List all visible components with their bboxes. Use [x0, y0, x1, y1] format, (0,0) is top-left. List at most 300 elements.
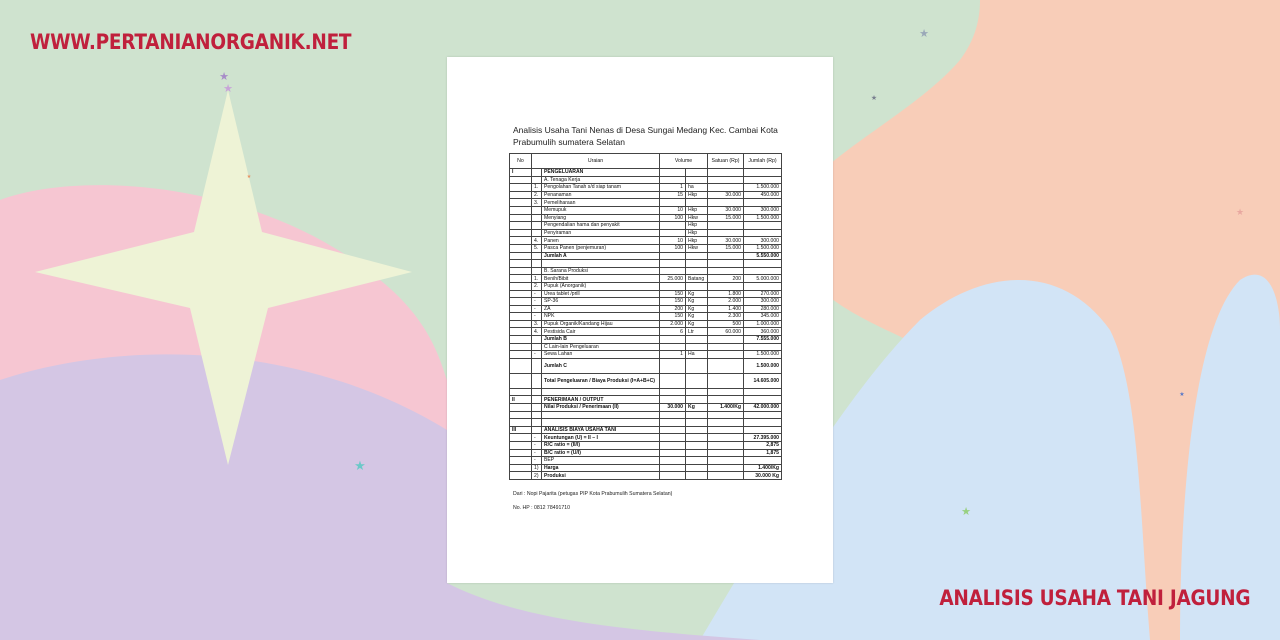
table-row [510, 305, 782, 313]
table-cell-b: BEP [542, 457, 660, 465]
table-cell-j [744, 411, 782, 419]
table-cell-b: SP-36 [542, 298, 660, 306]
table-cell-j: 280.000 [744, 305, 782, 313]
table-cell-v1 [660, 472, 686, 480]
table-cell-v2 [686, 449, 708, 457]
table-cell-no [510, 313, 532, 321]
table-cell-v2 [686, 472, 708, 480]
table-cell-v1 [660, 229, 686, 237]
table-cell-v1 [660, 434, 686, 442]
table-cell-j [744, 457, 782, 465]
table-cell-a: 2. [532, 191, 542, 199]
table-cell-no [510, 229, 532, 237]
table-cell-v2: Kg [686, 320, 708, 328]
table-header-cell: No [510, 154, 532, 169]
phone-note: No. HP : 0812 78491710 [513, 505, 571, 511]
table-row [510, 449, 782, 457]
table-cell-j [744, 260, 782, 268]
table-cell-b: Menyiang [542, 214, 660, 222]
table-cell-no [510, 206, 532, 214]
table-row [510, 298, 782, 306]
table-cell-s: 1.800 [708, 290, 744, 298]
table-row [510, 457, 782, 465]
table-row [510, 434, 782, 442]
table-cell-a: - [532, 434, 542, 442]
table-cell-s: 200 [708, 275, 744, 283]
table-row [510, 396, 782, 404]
table-cell-b: B/C ratio = (U/I) [542, 449, 660, 457]
analysis-table [509, 153, 782, 480]
table-cell-v2 [686, 336, 708, 344]
table-cell-a [532, 169, 542, 177]
table-cell-a [532, 388, 542, 396]
table-cell-j [744, 343, 782, 351]
table-cell-b: Pemeliharaan [542, 199, 660, 207]
table-cell-b: Panen [542, 237, 660, 245]
table-cell-s: 500 [708, 320, 744, 328]
table-cell-j: 300.000 [744, 237, 782, 245]
table-cell-v2 [686, 252, 708, 260]
table-cell-j: 1.500.000 [744, 184, 782, 192]
table-cell-v2 [686, 199, 708, 207]
table-cell-b: Produksi [542, 472, 660, 480]
table-cell-a: - [532, 305, 542, 313]
table-cell-s: 30.000 [708, 191, 744, 199]
table-cell-v1 [660, 373, 686, 388]
star-icon: ★ [219, 71, 229, 83]
table-header-cell: Satuan (Rp) [708, 154, 744, 169]
table-cell-j: 1,875 [744, 449, 782, 457]
table-cell-v2: Ltr [686, 328, 708, 336]
table-cell-s: 1.400 [708, 305, 744, 313]
table-cell-s [708, 426, 744, 434]
table-cell-s [708, 434, 744, 442]
table-cell-no [510, 351, 532, 359]
table-cell-s [708, 442, 744, 450]
table-cell-s [708, 184, 744, 192]
table-cell-s: 2.300 [708, 313, 744, 321]
table-row [510, 222, 782, 230]
table-row [510, 472, 782, 480]
table-cell-no [510, 388, 532, 396]
table-row [510, 419, 782, 427]
table-cell-a: 1. [532, 275, 542, 283]
star-icon: ★ [961, 506, 971, 518]
table-cell-no [510, 358, 532, 373]
table-cell-s [708, 260, 744, 268]
table-cell-no [510, 373, 532, 388]
table-cell-v1: 10 [660, 206, 686, 214]
table-cell-v2 [686, 434, 708, 442]
table-cell-a: - [532, 457, 542, 465]
table-cell-s [708, 396, 744, 404]
table-cell-s [708, 229, 744, 237]
table-cell-j: 1.500.000 [744, 351, 782, 359]
table-cell-s [708, 252, 744, 260]
table-row [510, 336, 782, 344]
table-cell-a [532, 419, 542, 427]
table-cell-j [744, 426, 782, 434]
table-cell-v1 [660, 222, 686, 230]
table-row [510, 426, 782, 434]
table-cell-s [708, 419, 744, 427]
table-cell-a: 4. [532, 237, 542, 245]
table-cell-b: A. Tenaga Kerja [542, 176, 660, 184]
table-cell-v1 [660, 199, 686, 207]
table-cell-no: I [510, 169, 532, 177]
table-cell-v1 [660, 419, 686, 427]
table-cell-a: 3. [532, 320, 542, 328]
table-row [510, 351, 782, 359]
table-cell-s [708, 373, 744, 388]
table-cell-j: 450.000 [744, 191, 782, 199]
table-cell-v2: ha [686, 184, 708, 192]
table-cell-s [708, 464, 744, 472]
table-cell-b: Pengolahan Tanah s/d siap tanam [542, 184, 660, 192]
table-cell-v2 [686, 419, 708, 427]
table-cell-no [510, 442, 532, 450]
table-cell-j: 1.500.000 [744, 244, 782, 252]
table-row [510, 464, 782, 472]
table-cell-v1: 150 [660, 298, 686, 306]
table-cell-s [708, 449, 744, 457]
table-cell-no [510, 411, 532, 419]
table-cell-v2: Hkp [686, 191, 708, 199]
document-page [447, 57, 833, 583]
table-cell-no [510, 464, 532, 472]
table-row [510, 267, 782, 275]
table-cell-v1: 100 [660, 214, 686, 222]
table-header-cell: Uraian [532, 154, 660, 169]
table-cell-a: 1. [532, 184, 542, 192]
table-row [510, 252, 782, 260]
table-row [510, 199, 782, 207]
table-cell-b: ZA [542, 305, 660, 313]
table-cell-j [744, 169, 782, 177]
site-url[interactable]: WWW.PERTANIANORGANIK.NET [30, 30, 352, 54]
table-cell-no [510, 176, 532, 184]
table-cell-v2: Ha [686, 351, 708, 359]
table-cell-j [744, 222, 782, 230]
table-cell-a: 1) [532, 464, 542, 472]
table-cell-s [708, 351, 744, 359]
table-cell-s [708, 388, 744, 396]
table-cell-j: 1.400/Kg [744, 464, 782, 472]
table-cell-j: 5.000.000 [744, 275, 782, 283]
table-cell-v1 [660, 267, 686, 275]
table-cell-a [532, 267, 542, 275]
table-cell-no [510, 282, 532, 290]
table-cell-a [532, 426, 542, 434]
table-cell-j: 360.000 [744, 328, 782, 336]
table-row [510, 229, 782, 237]
table-cell-v2 [686, 343, 708, 351]
table-cell-j [744, 267, 782, 275]
table-cell-v2 [686, 358, 708, 373]
table-cell-a [532, 411, 542, 419]
table-cell-v2 [686, 464, 708, 472]
table-cell-s: 30.000 [708, 237, 744, 245]
table-cell-b: Harga [542, 464, 660, 472]
table-cell-b [542, 411, 660, 419]
table-cell-v1 [660, 169, 686, 177]
table-row [510, 388, 782, 396]
table-cell-v1: 15 [660, 191, 686, 199]
table-row [510, 320, 782, 328]
table-cell-v1 [660, 343, 686, 351]
table-cell-no [510, 199, 532, 207]
table-cell-b: C Lain-lain Pengeluaran [542, 343, 660, 351]
table-cell-no [510, 320, 532, 328]
table-row [510, 260, 782, 268]
table-cell-v1 [660, 252, 686, 260]
table-row [510, 328, 782, 336]
table-row [510, 313, 782, 321]
table-cell-a: 2) [532, 472, 542, 480]
table-row [510, 290, 782, 298]
table-cell-v2: Kg [686, 313, 708, 321]
table-cell-v1 [660, 176, 686, 184]
table-cell-s [708, 199, 744, 207]
table-cell-a [532, 222, 542, 230]
table-cell-b: Pengendalian hama dan penyakit [542, 222, 660, 230]
table-cell-v1 [660, 336, 686, 344]
table-cell-v1: 1 [660, 184, 686, 192]
table-cell-b: ANALISIS BIAYA USAHA TANI [542, 426, 660, 434]
table-cell-no [510, 472, 532, 480]
table-cell-v2: Kg [686, 404, 708, 412]
table-cell-no [510, 252, 532, 260]
table-row [510, 275, 782, 283]
table-cell-no [510, 290, 532, 298]
table-cell-s [708, 222, 744, 230]
table-cell-v2 [686, 411, 708, 419]
table-cell-v1 [660, 464, 686, 472]
table-cell-v2 [686, 388, 708, 396]
table-cell-v2 [686, 267, 708, 275]
table-cell-v1 [660, 426, 686, 434]
table-cell-no [510, 404, 532, 412]
table-cell-b: Benih/Bibit [542, 275, 660, 283]
table-cell-j: 345.000 [744, 313, 782, 321]
table-cell-v2 [686, 457, 708, 465]
table-cell-j: 300.000 [744, 206, 782, 214]
table-cell-b: Pupuk Organik/Kandang Hijau [542, 320, 660, 328]
table-cell-b: Pupuk (Anorganik) [542, 282, 660, 290]
table-cell-s: 15.000 [708, 244, 744, 252]
table-cell-j: 7.555.000 [744, 336, 782, 344]
table-cell-v1: 25.000 [660, 275, 686, 283]
table-cell-a [532, 176, 542, 184]
table-cell-s [708, 336, 744, 344]
table-row [510, 282, 782, 290]
table-row [510, 244, 782, 252]
table-cell-v2: Kg [686, 290, 708, 298]
table-cell-v1: 150 [660, 313, 686, 321]
table-cell-no [510, 449, 532, 457]
table-cell-b: Pasca Panen (penjemuran) [542, 244, 660, 252]
table-cell-v2 [686, 176, 708, 184]
table-cell-s [708, 282, 744, 290]
table-cell-a [532, 336, 542, 344]
table-cell-b: Penanaman [542, 191, 660, 199]
table-row [510, 206, 782, 214]
table-cell-no [510, 328, 532, 336]
table-cell-v1 [660, 388, 686, 396]
table-cell-v2 [686, 282, 708, 290]
table-cell-a: 4. [532, 328, 542, 336]
table-cell-a [532, 214, 542, 222]
table-cell-v2 [686, 442, 708, 450]
table-row [510, 404, 782, 412]
table-header-cell: Volume [660, 154, 708, 169]
table-cell-b [542, 260, 660, 268]
table-cell-v1: 100 [660, 244, 686, 252]
page-title: ANALISIS USAHA TANI JAGUNG [939, 586, 1250, 610]
table-cell-v1 [660, 449, 686, 457]
table-cell-j: 5.550.000 [744, 252, 782, 260]
table-header-row [510, 154, 782, 169]
table-cell-s [708, 472, 744, 480]
table-cell-a: - [532, 351, 542, 359]
table-row [510, 169, 782, 177]
table-row [510, 358, 782, 373]
table-cell-j [744, 229, 782, 237]
table-cell-v1: 6 [660, 328, 686, 336]
table-cell-b: Penyiraman [542, 229, 660, 237]
table-cell-a: 2. [532, 282, 542, 290]
star-icon: ★ [919, 28, 929, 40]
table-cell-no [510, 267, 532, 275]
table-cell-j: 14.605.000 [744, 373, 782, 388]
table-cell-v2 [686, 396, 708, 404]
table-cell-j [744, 199, 782, 207]
table-cell-b [542, 419, 660, 427]
table-cell-b: Nilai Produksi / Penerimaan (II) [542, 404, 660, 412]
table-cell-j: 42.000.000 [744, 404, 782, 412]
table-cell-v1 [660, 411, 686, 419]
table-cell-no [510, 457, 532, 465]
table-row [510, 191, 782, 199]
table-row [510, 237, 782, 245]
table-cell-v1 [660, 457, 686, 465]
star-icon: ★ [870, 95, 878, 102]
table-cell-no [510, 298, 532, 306]
table-cell-v2: Hkp [686, 229, 708, 237]
table-cell-a: 3. [532, 199, 542, 207]
table-cell-s [708, 411, 744, 419]
table-cell-b: PENGELUARAN [542, 169, 660, 177]
table-cell-s [708, 267, 744, 275]
document-title: Analisis Usaha Tani Nenas di Desa Sungai Medang Kec. Cambai Kota Prabumulih sumatera Selatan [513, 125, 778, 147]
table-cell-a [532, 404, 542, 412]
table-cell-no [510, 305, 532, 313]
table-cell-no [510, 237, 532, 245]
table-row [510, 176, 782, 184]
table-cell-v1: 10 [660, 237, 686, 245]
table-cell-j: 2,875 [744, 442, 782, 450]
table-row [510, 442, 782, 450]
table-cell-b: Jumlah B [542, 336, 660, 344]
table-cell-a [532, 229, 542, 237]
table-cell-no [510, 336, 532, 344]
table-cell-no [510, 184, 532, 192]
table-cell-v2 [686, 373, 708, 388]
table-cell-v1: 30.000 [660, 404, 686, 412]
table-cell-no [510, 244, 532, 252]
table-cell-no: II [510, 396, 532, 404]
table-cell-a [532, 206, 542, 214]
table-cell-v2: Kg [686, 298, 708, 306]
table-cell-s: 15.000 [708, 214, 744, 222]
table-cell-j [744, 388, 782, 396]
table-cell-j: 270.000 [744, 290, 782, 298]
table-cell-b: NPK [542, 313, 660, 321]
table-row [510, 373, 782, 388]
table-cell-s: 2.000 [708, 298, 744, 306]
table-cell-v2: Hkw [686, 244, 708, 252]
table-cell-a [532, 358, 542, 373]
table-cell-s [708, 358, 744, 373]
table-cell-v1 [660, 442, 686, 450]
table-cell-b: Memupuk [542, 206, 660, 214]
table-row [510, 411, 782, 419]
table-cell-b: Jumlah C [542, 358, 660, 373]
table-cell-b [542, 388, 660, 396]
table-cell-j: 27.395.000 [744, 434, 782, 442]
table-cell-j [744, 176, 782, 184]
table-cell-b: Pestisida Cair [542, 328, 660, 336]
star-icon: ★ [223, 83, 233, 95]
table-cell-s: 30.000 [708, 206, 744, 214]
table-cell-j: 1.500.000 [744, 214, 782, 222]
table-cell-v2 [686, 169, 708, 177]
table-cell-no [510, 260, 532, 268]
table-header-cell: Jumlah (Rp) [744, 154, 782, 169]
table-cell-v1: 150 [660, 290, 686, 298]
table-cell-b: Total Pengeluaran / Biaya Produksi (I=A+B+C) [542, 373, 660, 388]
table-cell-s [708, 343, 744, 351]
table-cell-s: 1.400/Kg [708, 404, 744, 412]
source-note: Dari : Nopi Pajarita (petugas PIP Kota Prabumulih Sumatera Selatan) [513, 491, 673, 497]
table-cell-s [708, 169, 744, 177]
table-cell-v1 [660, 358, 686, 373]
table-cell-no [510, 222, 532, 230]
table-cell-b: Keuntungan (U) = II – I [542, 434, 660, 442]
table-cell-v2: Kg [686, 305, 708, 313]
table-cell-no [510, 191, 532, 199]
table-cell-b: Jumlah A [542, 252, 660, 260]
table-cell-v1: 200 [660, 305, 686, 313]
table-cell-a: - [532, 290, 542, 298]
table-cell-j: 1.000.000 [744, 320, 782, 328]
table-cell-no [510, 419, 532, 427]
table-cell-s [708, 457, 744, 465]
table-cell-b: R/C ratio = (II/I) [542, 442, 660, 450]
star-icon: ★ [354, 458, 366, 473]
table-cell-v2: Hkp [686, 237, 708, 245]
table-cell-v2: Hkp [686, 222, 708, 230]
table-cell-a [532, 396, 542, 404]
star-icon: ★ [246, 174, 252, 180]
table-cell-v2: Batang [686, 275, 708, 283]
table-cell-a: - [532, 298, 542, 306]
table-cell-v1: 1 [660, 351, 686, 359]
table-cell-a: - [532, 442, 542, 450]
table-cell-a [532, 252, 542, 260]
table-cell-b: B. Sarana Produksi [542, 267, 660, 275]
table-cell-v2 [686, 426, 708, 434]
